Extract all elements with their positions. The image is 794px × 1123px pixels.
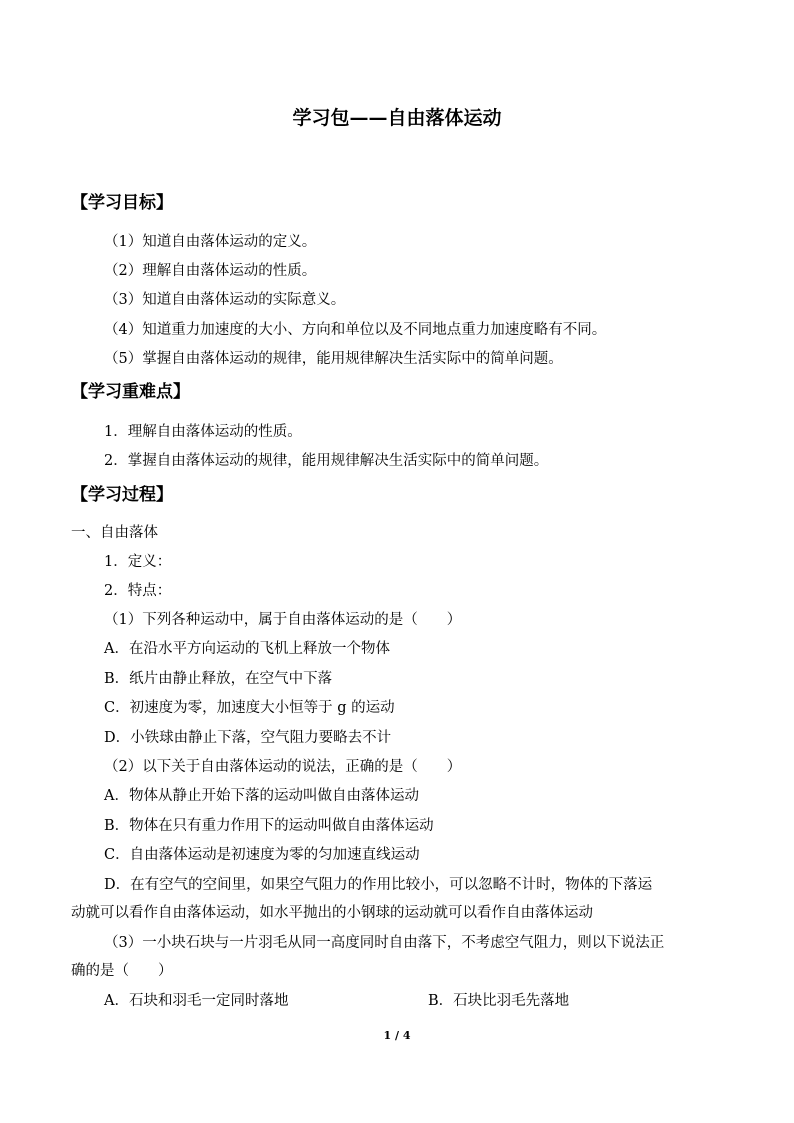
goal-item-3: （3）知道自由落体运动的实际意义。 xyxy=(104,292,346,308)
q1-option-a: A．在沿水平方向运动的飞机上释放一个物体 xyxy=(104,641,390,657)
q3-option-a: A．石块和羽毛一定同时落地 xyxy=(104,993,289,1009)
key-point-1: 1．理解自由落体运动的性质。 xyxy=(104,424,302,440)
q2-option-c: C．自由落体运动是初速度为零的匀加速直线运动 xyxy=(104,847,420,863)
q2-option-d-line1: D．在有空气的空间里，如果空气阻力的作用比较小，可以忽略不计时，物体的下落运 xyxy=(104,877,653,893)
q1-stem: （1）下列各种运动中，属于自由落体运动的是（ ） xyxy=(104,612,462,628)
goal-item-1: （1）知道自由落体运动的定义。 xyxy=(104,234,317,250)
part1-title: 一、自由落体 xyxy=(71,525,158,541)
key-point-2: 2．掌握自由落体运动的规律，能用规律解决生活实际中的简单问题。 xyxy=(104,453,549,469)
q2-option-d-line2: 动就可以看作自由落体运动，如水平抛出的小钢球的运动就可以看作自由落体运动 xyxy=(71,905,593,921)
q3-stem-line1: （3）一小块石块与一片羽毛从同一高度同时自由落下，不考虑空气阻力，则以下说法正 xyxy=(104,935,665,951)
heading-process: 【学习过程】 xyxy=(71,485,173,505)
q2-option-b: B．物体在只有重力作用下的运动叫做自由落体运动 xyxy=(104,818,434,834)
definition-label: 1．定义： xyxy=(104,554,172,570)
q2-option-a: A．物体从静止开始下落的运动叫做自由落体运动 xyxy=(104,788,419,804)
q1-option-b: B．纸片由静止释放，在空气中下落 xyxy=(104,671,333,687)
q2-stem: （2）以下关于自由落体运动的说法，正确的是（ ） xyxy=(104,759,462,775)
page-number: 1 / 4 xyxy=(383,1029,411,1042)
q1-option-c: C．初速度为零，加速度大小恒等于 g 的运动 xyxy=(104,700,395,716)
q3-option-b: B．石块比羽毛先落地 xyxy=(428,993,570,1009)
heading-goals: 【学习目标】 xyxy=(71,193,173,213)
features-label: 2．特点： xyxy=(104,583,172,599)
q1-option-d: D．小铁球由静止下落，空气阻力要略去不计 xyxy=(104,730,392,746)
goal-item-5: （5）掌握自由落体运动的规律，能用规律解决生活实际中的简单问题。 xyxy=(104,351,563,367)
document-title: 学习包——自由落体运动 xyxy=(292,107,502,129)
q3-stem-line2: 确的是（ ） xyxy=(71,963,173,979)
heading-key-points: 【学习重难点】 xyxy=(71,382,190,402)
goal-item-4: （4）知道重力加速度的大小、方向和单位以及不同地点重力加速度略有不同。 xyxy=(104,322,607,338)
goal-item-2: （2）理解自由落体运动的性质。 xyxy=(104,263,317,279)
